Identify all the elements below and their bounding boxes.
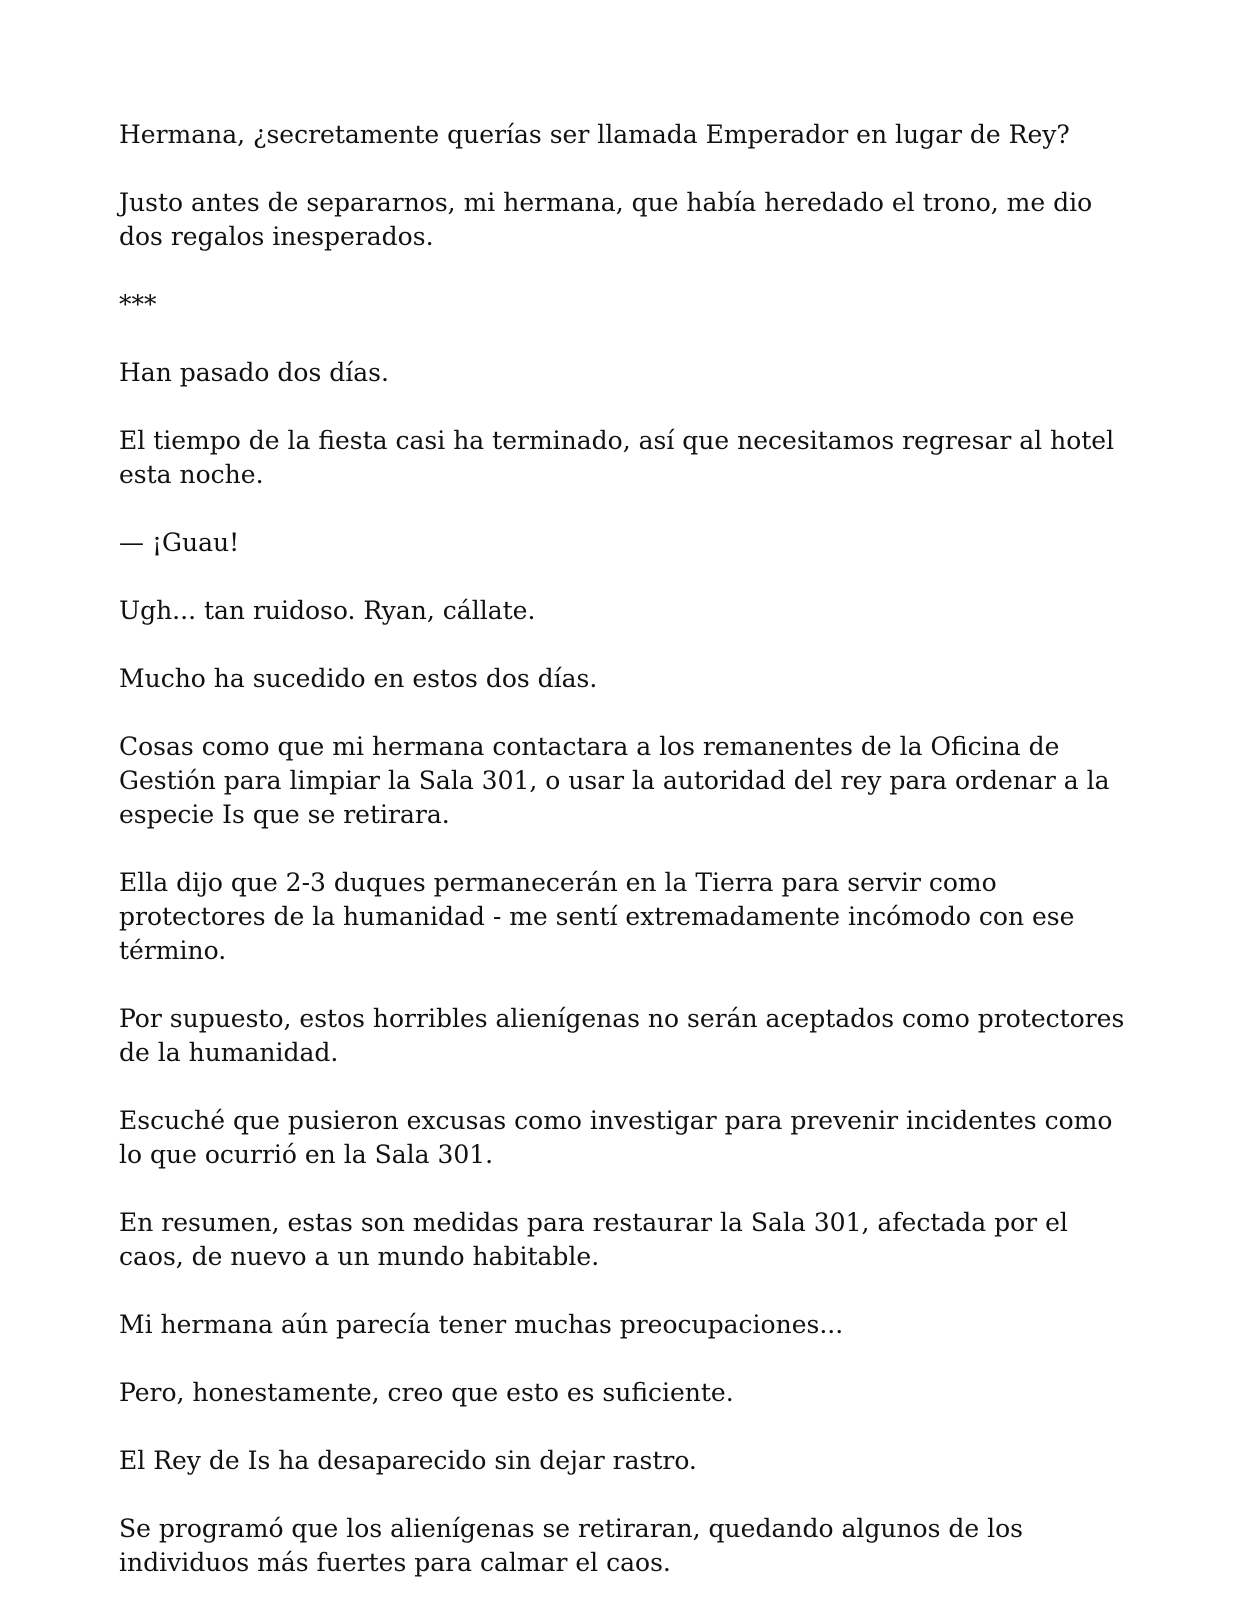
paragraph: Justo antes de separarnos, mi hermana, que había heredado el trono, me dio dos regalos inesperados.	[119, 188, 1093, 251]
paragraph: El tiempo de la fiesta casi ha terminado, así que necesitamos regresar al hotel esta noche.	[119, 426, 1115, 489]
paragraph: Han pasado dos días.	[119, 358, 389, 387]
dialogue-line: — ¡Guau!	[119, 528, 240, 557]
paragraph: Ugh... tan ruidoso. Ryan, cállate.	[119, 596, 536, 625]
paragraph: Cosas como que mi hermana contactara a los remanentes de la Oficina de Gestión para limpiar la Sala 301, o usar la autoridad del rey para ordenar a la especie Is que se retirara.	[119, 732, 1110, 829]
paragraph: Pero, honestamente, creo que esto es suficiente.	[119, 1378, 734, 1407]
paragraph: Por supuesto, estos horribles alienígenas no serán aceptados como protectores de la humanidad.	[119, 1004, 1125, 1067]
paragraph: Escuché que pusieron excusas como investigar para prevenir incidentes como lo que ocurrió en la Sala 301.	[119, 1106, 1113, 1169]
document-body	[119, 118, 1131, 1580]
paragraph: Ella dijo que 2-3 duques permanecerán en la Tierra para servir como protectores de la humanidad - me sentí extremadamente incómodo con ese término.	[119, 868, 1075, 965]
scene-break: ***	[119, 290, 157, 319]
paragraph: Se programó que los alienígenas se retiraran, quedando algunos de los individuos más fuertes para calmar el caos.	[119, 1514, 1024, 1577]
paragraph: En resumen, estas son medidas para restaurar la Sala 301, afectada por el caos, de nuevo a un mundo habitable.	[119, 1208, 1068, 1271]
paragraph: El Rey de Is ha desaparecido sin dejar rastro.	[119, 1446, 697, 1475]
paragraph: Hermana, ¿secretamente querías ser llamada Emperador en lugar de Rey?	[119, 120, 1070, 149]
paragraph: Mi hermana aún parecía tener muchas preocupaciones...	[119, 1310, 844, 1339]
paragraph: Mucho ha sucedido en estos dos días.	[119, 664, 598, 693]
